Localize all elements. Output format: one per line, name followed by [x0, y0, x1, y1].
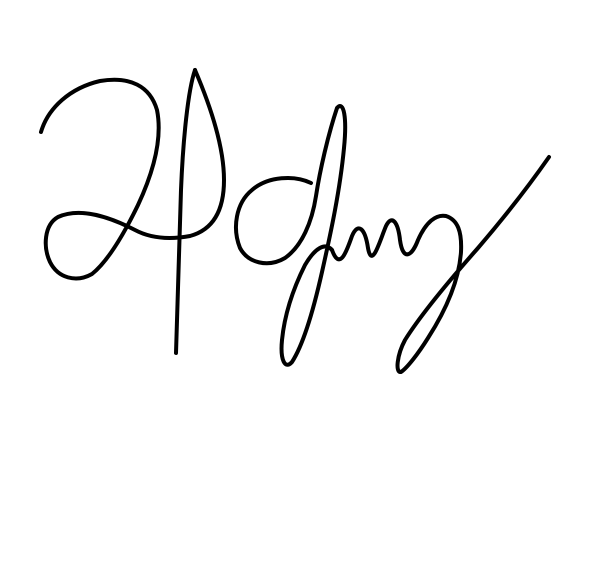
signature-stroke-g [236, 106, 345, 365]
signature-stroke-stem [176, 70, 195, 353]
signature-stroke-tail [332, 157, 549, 372]
signature-stroke-loop [41, 70, 224, 278]
